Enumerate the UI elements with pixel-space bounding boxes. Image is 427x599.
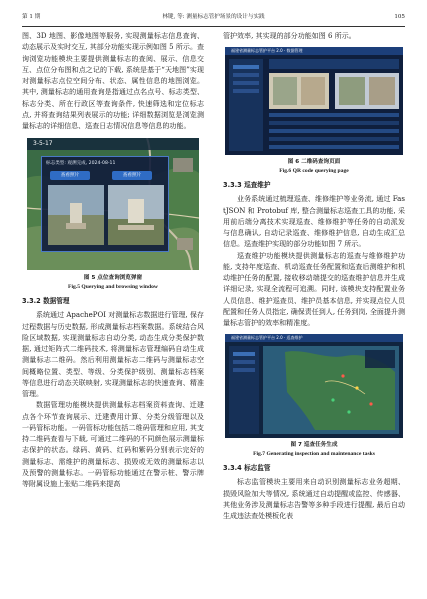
point-info-popup (41, 156, 169, 252)
task-map-content (225, 342, 403, 438)
figure-caption: 图 5 点位查询浏览弹窗 (83, 275, 143, 282)
figure-caption: 图 7 巡查任务生成 (290, 442, 338, 449)
figure-caption-english: Fig.5 Querying and browsing window (68, 284, 158, 291)
section-heading: 3.3.4 标志监管 (223, 464, 271, 473)
marker-photo (48, 185, 104, 245)
paragraph: 业务系统通过梳理巡查、维修维护等业务流, 通过 FastJSON 和 Protobuf 库, 整合测量标志巡查工具的功能, 采用前后端分离技术实现巡查、维修维护等任务的自动派发与信息确认, 自动记录巡查、维修维护信息, 自动生成汇总信息。巡查维护实现的部分功能如图 7 所示。 (223, 195, 405, 249)
map-topbar: 3-5-17 (27, 138, 199, 150)
figure-7-task-map (225, 334, 403, 438)
figure-6-qr-page (225, 47, 403, 155)
page-number: 105 (394, 14, 405, 20)
paragraph: 数据管理功能模块提供测量标志档案资料查询、迁建点各个环节查询展示、迁建费用计算、分类分级管理以及一码管标功能。一码管标功能包括二维码管理和应用, 其支持二维码查看与下载, 可通过二维码的不同颜色展示测量标志保护的状态。绿码、黄码、红码和紫码分别表示完好的测量标志、需维护的测量标志、损毁或无效的测量标志以及预警的测量标志。一码管标功能通过在警示桩、警示牌等附属设施上张贴二维码来提高 (22, 401, 204, 488)
paragraph: 标志监管模块主要用来自动识别测量标志业务超期、损毁风险加大等情况, 系统通过自动提醒或监控、传感器、其他业务涉及测量标志告警等多种手段进行提醒, 最后自动生成违法查处模板化表 (223, 478, 405, 520)
paragraph: 管护效率, 其实现的部分功能如图 6 所示。 (223, 32, 356, 40)
paragraph: 图、3D 地图、影像地图等服务, 实现测量标志信息查询、动态展示及实时交互, 其部分功能实现示例如图 5 所示。查询浏览功能模块主要提供测量标志的查阅、展示、信息交互、点位分布图和点之记的下载, 系统是基于“天地图”实现对测量标志点位空间分布、状态、属性信息的地图浏览。其中, 测量标志的通用查询是指通过点名点号、标志类型、标志分类、所在行政区等查询条件, 快速筛选和定位标志点, 并将查询结果列表展示的功能; 详细数据浏览是浏览测量标志的详细信息、巡查日志情况信息等信息的功能。 (22, 32, 204, 130)
running-header (22, 8, 405, 27)
issue-label: 第 1 期 (22, 14, 41, 20)
figure-5-map-popup (27, 138, 199, 270)
figure-caption-english: Fig.7 Generating inspection and maintenance tasks (253, 451, 375, 458)
paragraph: 系统通过 ApachePOI 对测量标志数据进行管理, 保存过程数据与历史数据, 形成测量标志档案数据。系统结合风险区域数据, 实现测量标志自动分类, 动态生成分类保护数据, 通过矩阵式二维码技术, 将测量标志管理编码自动生成测量标志二维码。然后利用测量标志二维码与测量标志空间概略位置、类型、等级、分类保护级别、测量标志档案等信息进行动态关联映射, 实现测量标志的快速查询、精准管理。 (22, 311, 204, 398)
qr-query-content (225, 55, 403, 155)
marker-photo (108, 185, 164, 245)
app-title: 福建省测量标志管护平台 2.0 · 数据管理 (231, 48, 303, 54)
view-photo-button[interactable]: 查看照片 (112, 171, 152, 180)
popup-title: 标志类型: 观测完成, 2024-08-11 (46, 161, 116, 167)
view-photo-button[interactable]: 查看照片 (50, 171, 90, 180)
section-heading: 3.3.2 数据管理 (22, 297, 70, 306)
figure-caption-english: Fig.6 QR code querying page (279, 168, 349, 175)
paragraph: 巡查维护功能模块提供测量标志的巡查与维修维护功能, 支持年度巡查、机动巡查任务配置和巡查后测维护和机动维护任务的配置, 接收移动端提交的巡查维护信息并生成详细记录, 实现全流程可追溯。同时, 该模块支持配置业务人员信息、维护巡查员、维护员基本信息, 并实现点位人员配置和任务人员指定, 确保责任到人, 任务到岗, 全面提升测量标志管护的效率和精准度。 (223, 251, 405, 327)
running-title: 林键, 等: 测量标志管护场景的设计与实践 (162, 14, 265, 20)
figure-caption: 图 6 二维码查询页面 (287, 159, 341, 166)
right-column (223, 31, 405, 522)
left-column (22, 31, 204, 490)
app-title: 福建省测量标志管护平台 2.0 · 巡查维护 (231, 335, 303, 341)
section-heading: 3.3.3 巡查维护 (223, 181, 271, 190)
